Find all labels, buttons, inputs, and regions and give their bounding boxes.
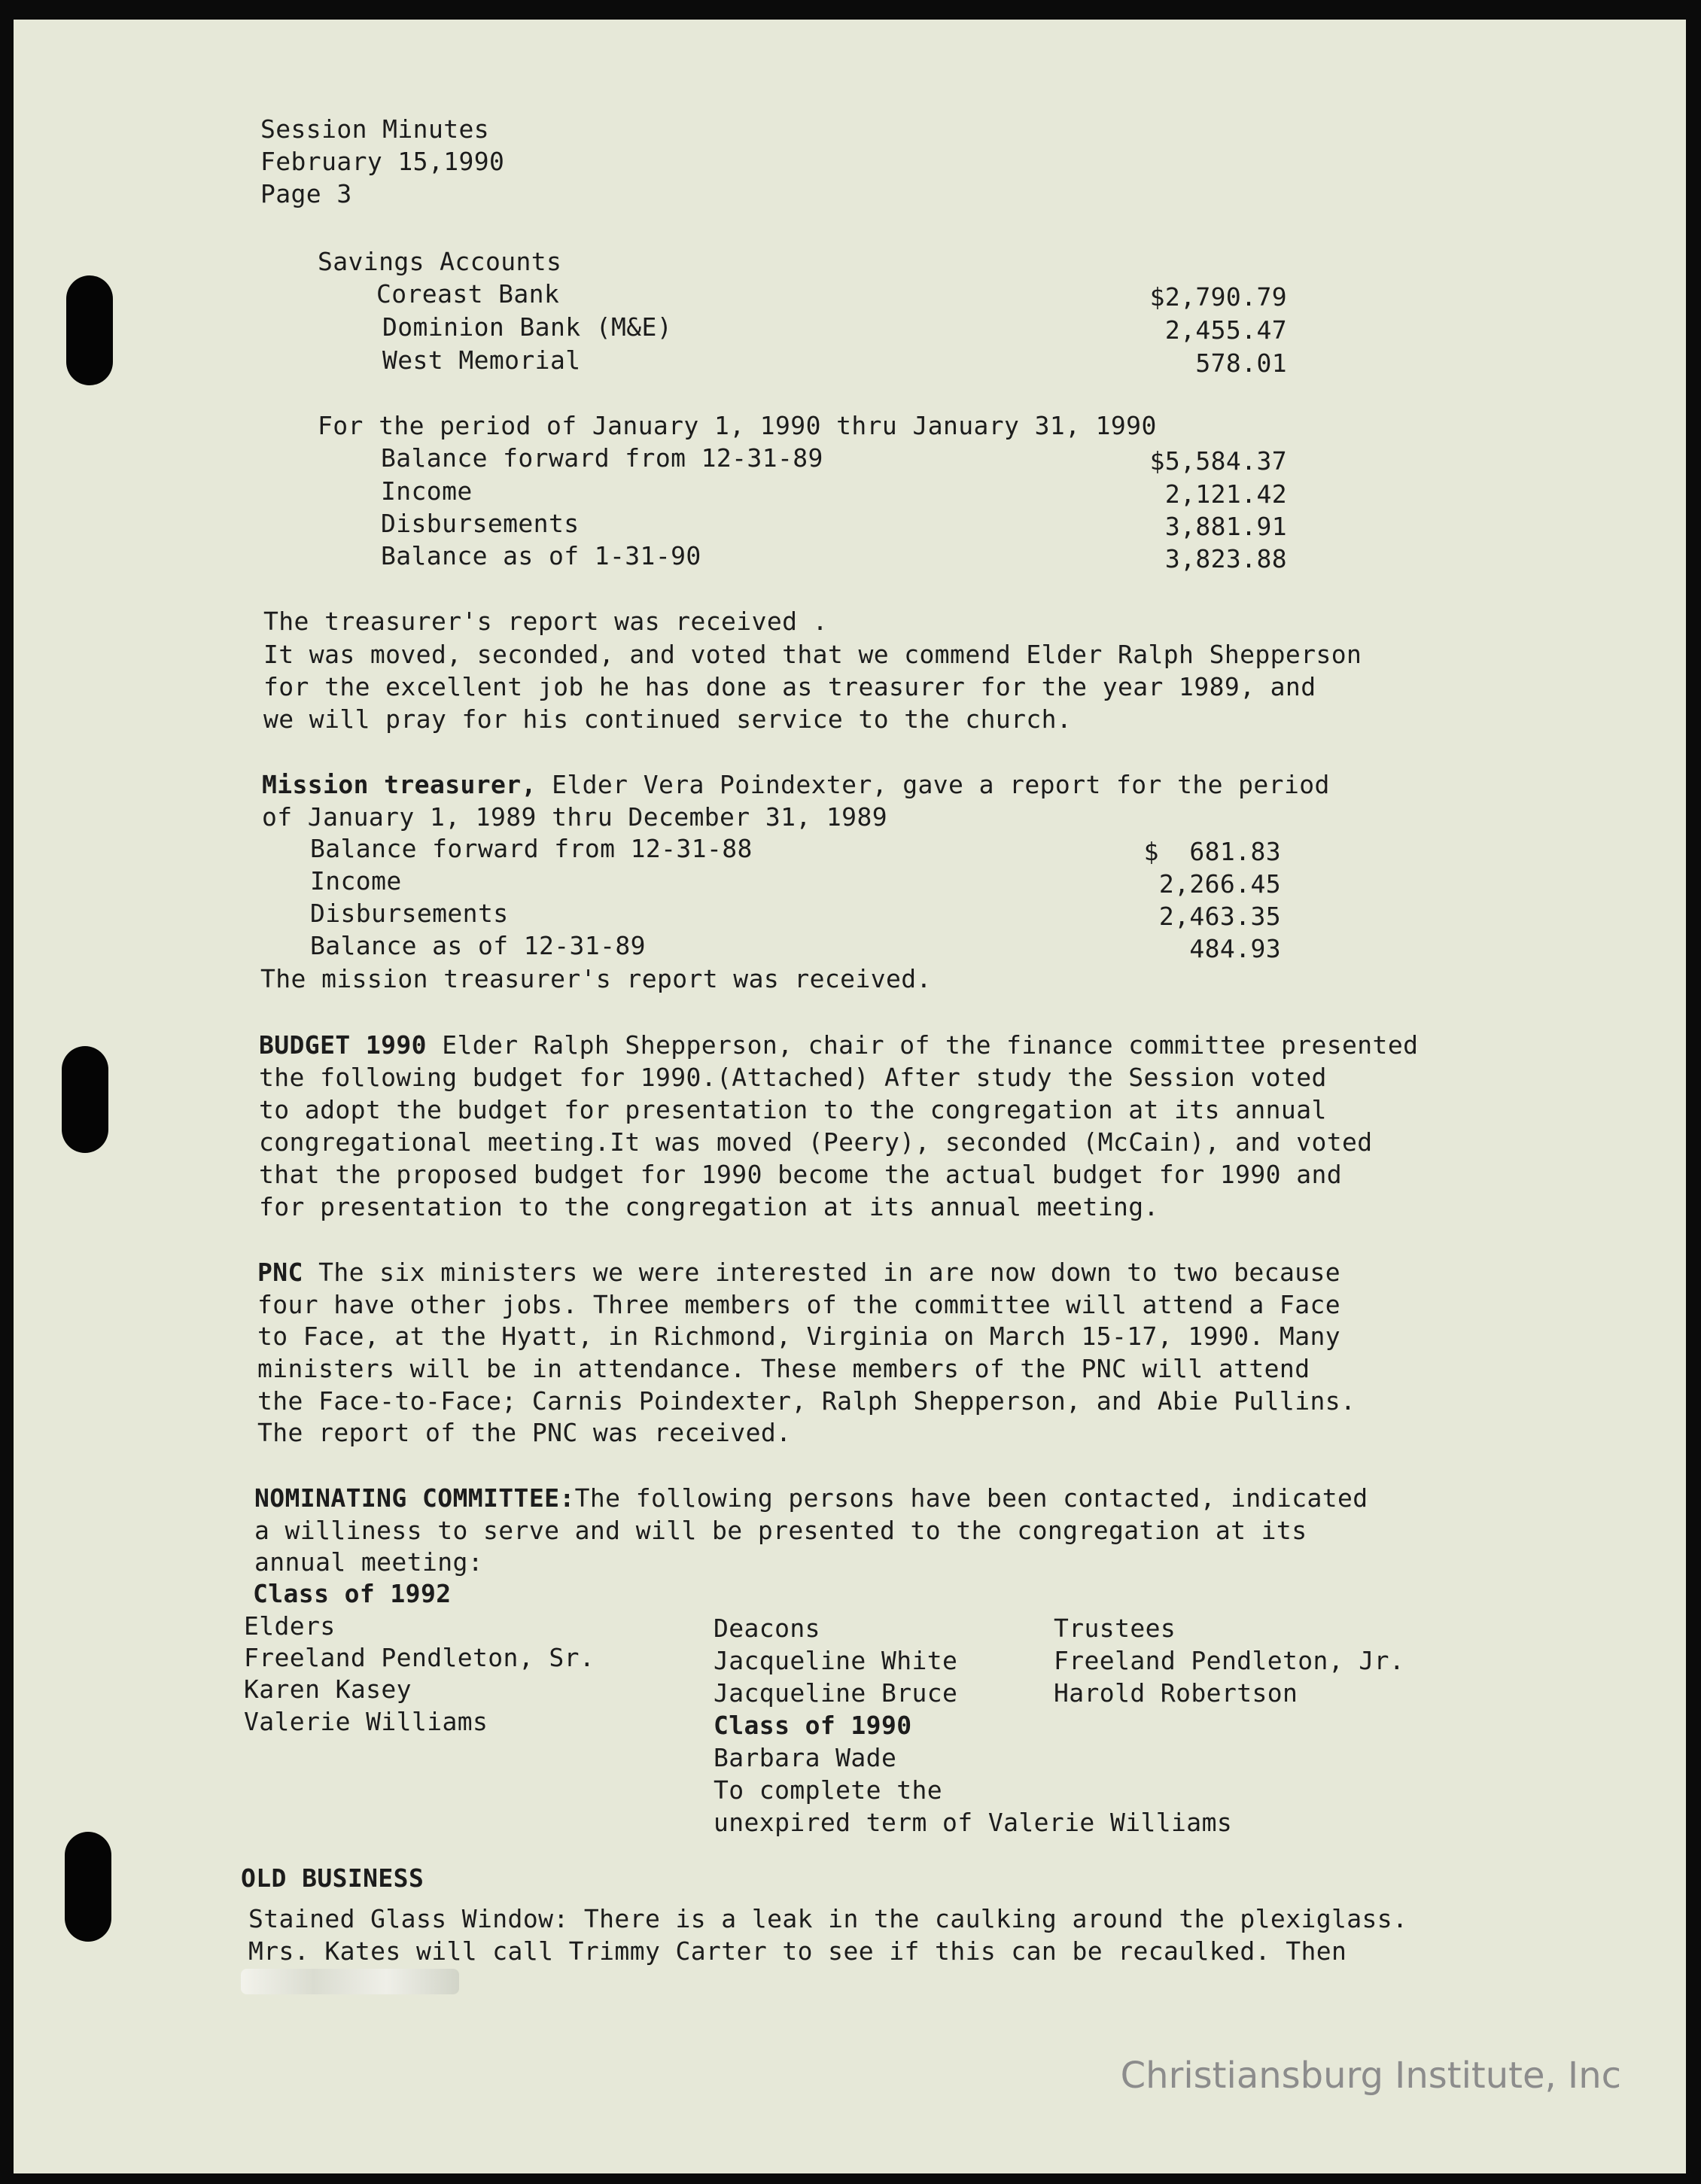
old-business-line: Stained Glass Window: There is a leak in the caulking around the plexiglass. (248, 1904, 1408, 1933)
budget-line: that the proposed budget for 1990 become the actual budget for 1990 and (259, 1160, 1343, 1189)
deacons-1990-item: unexpired term of Valerie Williams (714, 1808, 1233, 1837)
trustees-item: Harold Robertson (1054, 1678, 1298, 1708)
savings-label: Coreast Bank (376, 279, 560, 309)
pnc-line: the Face-to-Face; Carnis Poindexter, Ralph Shepperson, and Abie Pullins. (257, 1386, 1356, 1416)
pnc-line: ministers will be in attendance. These members of the PNC will attend (257, 1354, 1310, 1383)
budget-line-1-text: Elder Ralph Shepperson, chair of the finance committee presented (426, 1030, 1419, 1060)
mission-amount: 2,266.45 (1158, 869, 1281, 899)
nominating-line: a williness to serve and will be presented to the congregation at its (254, 1516, 1307, 1545)
period-amount: 3,881.91 (1164, 512, 1287, 541)
watermark: Christiansburg Institute, Inc (1120, 2055, 1621, 2097)
budget-line-1 (259, 1029, 1418, 1061)
mission-amount: $ 681.83 (1143, 837, 1281, 866)
budget-line: to adopt the budget for presentation to the congregation at its annual (259, 1095, 1327, 1124)
period-label: Disbursements (381, 509, 580, 538)
deacons-1990-item: To complete the (714, 1775, 943, 1805)
trustees-item: Trustees (1054, 1614, 1176, 1643)
mission-amount: 2,463.35 (1158, 902, 1281, 931)
period-amount: 3,823.88 (1164, 544, 1287, 573)
pnc-line: to Face, at the Hyatt, in Richmond, Virginia on March 15-17, 1990. Many (257, 1322, 1341, 1351)
pnc-line-1-text: The six ministers we were interested in are now down to two because (303, 1258, 1341, 1287)
elders-item: Freeland Pendleton, Sr. (244, 1643, 595, 1672)
period-amount: 2,121.42 (1164, 479, 1287, 509)
mission-line-1-text: Elder Vera Poindexter, gave a report for the period (536, 770, 1330, 799)
mission-amount: 484.93 (1189, 934, 1281, 963)
header-date: February 15,1990 (260, 147, 505, 176)
treasurer-line: The treasurer's report was received . (263, 607, 828, 636)
nominating-heading: NOMINATING COMMITTEE: (254, 1483, 575, 1513)
mission-line-1 (262, 768, 1330, 801)
binder-hole-middle (62, 1046, 108, 1153)
elders-item: Elders (244, 1611, 336, 1641)
binder-hole-bottom (65, 1832, 111, 1942)
pnc-line-1 (257, 1256, 1340, 1288)
mission-label: Balance as of 12-31-89 (310, 931, 646, 960)
period-title: For the period of January 1, 1990 thru January 31, 1990 (318, 411, 1157, 440)
mission-closing: The mission treasurer's report was received. (260, 964, 932, 993)
old-business-line: Mrs. Kates will call Trimmy Carter to see if this can be recaulked. Then (248, 1936, 1347, 1966)
budget-line: for presentation to the congregation at its annual meeting. (259, 1192, 1159, 1221)
deacons-1990-item: Barbara Wade (714, 1743, 897, 1772)
binder-hole-top (66, 275, 113, 385)
class-1990-heading: Class of 1990 (714, 1711, 912, 1740)
old-business-heading: OLD BUSINESS (241, 1863, 424, 1893)
treasurer-line: for the excellent job he has done as treasurer for the year 1989, and (263, 672, 1316, 701)
mission-label: Income (310, 866, 402, 896)
mission-label: Disbursements (310, 899, 509, 928)
nominating-line-1 (254, 1482, 1368, 1514)
savings-amount: $2,790.79 (1149, 282, 1287, 312)
deacons-item: Jacqueline Bruce (714, 1678, 958, 1708)
mission-line-2: of January 1, 1989 thru December 31, 1989 (262, 802, 887, 832)
mission-label: Balance forward from 12-31-88 (310, 834, 753, 863)
treasurer-line: It was moved, seconded, and voted that we commend Elder Ralph Shepperson (263, 640, 1362, 669)
savings-title: Savings Accounts (318, 247, 562, 276)
nominating-line-1-text: The following persons have been contacted, indicated (574, 1483, 1368, 1513)
period-amount: $5,584.37 (1149, 446, 1287, 476)
header-page: Page 3 (260, 179, 352, 208)
savings-label: West Memorial (382, 345, 581, 375)
trustees-item: Freeland Pendleton, Jr. (1054, 1646, 1405, 1675)
elders-item: Valerie Williams (244, 1707, 488, 1736)
period-label: Balance as of 1-31-90 (381, 541, 701, 570)
savings-amount: 2,455.47 (1164, 315, 1287, 345)
class-1992-heading: Class of 1992 (253, 1579, 452, 1608)
elders-item: Karen Kasey (244, 1675, 412, 1704)
period-label: Income (381, 476, 473, 506)
pnc-line: The report of the PNC was received. (257, 1418, 792, 1447)
mission-heading: Mission treasurer, (262, 770, 537, 799)
nominating-line: annual meeting: (254, 1547, 484, 1577)
pnc-heading: PNC (257, 1258, 303, 1287)
header-title: Session Minutes (260, 114, 490, 144)
savings-amount: 578.01 (1195, 348, 1287, 378)
deacons-item: Jacqueline White (714, 1646, 958, 1675)
pnc-line: four have other jobs. Three members of the committee will attend a Face (257, 1290, 1341, 1319)
budget-heading: BUDGET 1990 (259, 1030, 427, 1060)
budget-line: the following budget for 1990.(Attached) After study the Session voted (259, 1063, 1327, 1092)
redaction-smudge (241, 1969, 459, 1994)
period-label: Balance forward from 12-31-89 (381, 443, 823, 473)
deacons-item: Deacons (714, 1614, 820, 1643)
savings-label: Dominion Bank (M&E) (382, 312, 673, 342)
treasurer-line: we will pray for his continued service to the church. (263, 704, 1073, 734)
budget-line: congregational meeting.It was moved (Peery), seconded (McCain), and voted (259, 1127, 1373, 1157)
